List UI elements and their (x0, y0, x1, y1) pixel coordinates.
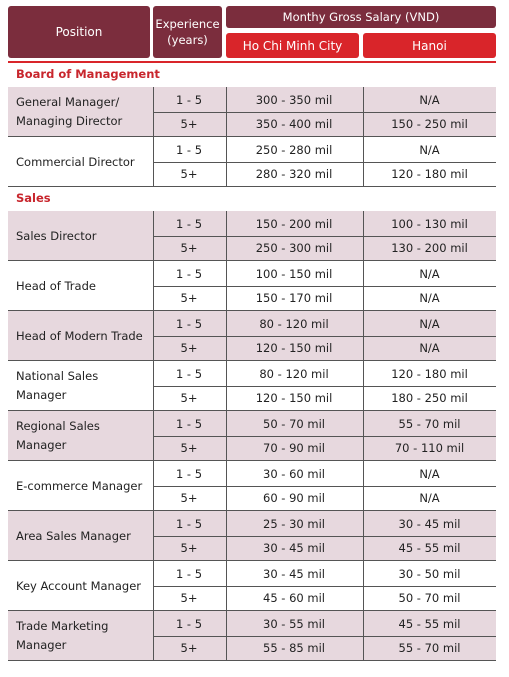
hanoi-salary-cell: N/A (419, 142, 440, 157)
hcm-salary-cell: 25 - 30 mil (263, 516, 325, 531)
hanoi-salary-cell: 45 - 55 mil (398, 541, 461, 555)
position-name: Head of Modern Trade (16, 328, 143, 343)
hanoi-salary-cell: N/A (419, 316, 440, 331)
hcm-salary-cell: 30 - 45 mil (263, 566, 325, 581)
hcm-salary-cell: 120 - 150 mil (255, 341, 333, 355)
hcm-salary-cell: 150 - 170 mil (255, 291, 333, 305)
header-position-label: Position (55, 25, 103, 39)
hcm-salary-cell: 80 - 120 mil (259, 366, 329, 381)
experience-cell: 5+ (180, 291, 198, 305)
experience-cell: 5+ (180, 491, 198, 505)
hcm-salary-cell: 120 - 150 mil (255, 391, 333, 405)
header-hanoi (363, 33, 496, 58)
hcm-salary-cell: 250 - 300 mil (255, 241, 333, 255)
position-name: Area Sales Manager (16, 528, 131, 543)
position-group (8, 211, 496, 261)
header-hcm-label: Ho Chi Minh City (242, 38, 343, 53)
section-title: Sales (16, 191, 51, 205)
position-group (8, 511, 496, 561)
position-name: Head of Trade (16, 278, 96, 293)
hcm-salary-cell: 45 - 60 mil (263, 591, 325, 605)
hanoi-salary-cell: 55 - 70 mil (398, 416, 461, 431)
hanoi-salary-cell: N/A (419, 92, 440, 107)
hanoi-salary-cell: 180 - 250 mil (391, 391, 468, 405)
hanoi-salary-cell: 150 - 250 mil (391, 117, 468, 131)
position-name: Regional Sales Manager (16, 419, 100, 452)
experience-cell: 1 - 5 (175, 416, 203, 431)
header-experience-line2: (years) (167, 33, 208, 47)
hcm-salary-cell: 280 - 320 mil (255, 167, 333, 181)
group-separator (8, 186, 496, 187)
position-group (8, 561, 496, 611)
hanoi-salary-cell: 70 - 110 mil (394, 441, 465, 455)
header-salary (226, 6, 496, 28)
hanoi-salary-cell: 120 - 180 mil (391, 167, 468, 181)
section-title: Board of Management (16, 67, 160, 81)
experience-cell: 1 - 5 (175, 616, 203, 631)
header-position (8, 6, 150, 58)
hanoi-salary-cell: 55 - 70 mil (398, 641, 461, 655)
salary-table-body (0, 63, 509, 663)
position-name: E-commerce Manager (16, 478, 143, 493)
position-name: Sales Director (16, 228, 97, 243)
hcm-salary-cell: 50 - 70 mil (263, 416, 325, 431)
position-group (8, 461, 496, 511)
hcm-salary-cell: 250 - 280 mil (255, 142, 333, 157)
position-group (8, 361, 496, 411)
hcm-salary-cell: 30 - 55 mil (263, 616, 325, 631)
hcm-salary-cell: 55 - 85 mil (263, 641, 325, 655)
hcm-salary-cell: 30 - 45 mil (263, 541, 325, 555)
experience-cell: 5+ (180, 541, 198, 555)
experience-cell: 1 - 5 (175, 566, 203, 581)
experience-cell: 1 - 5 (175, 216, 203, 231)
position-name: Commercial Director (16, 154, 135, 169)
experience-cell: 1 - 5 (175, 92, 203, 107)
experience-cell: 5+ (180, 591, 198, 605)
header-experience (153, 6, 222, 58)
position-group (8, 611, 496, 661)
position-name: Trade Marketing Manager (16, 619, 109, 652)
hanoi-salary-cell: N/A (419, 266, 440, 281)
header-hanoi-label: Hanoi (412, 38, 447, 53)
experience-cell: 1 - 5 (175, 516, 203, 531)
position-group (8, 311, 496, 361)
hanoi-salary-cell: N/A (419, 466, 440, 481)
experience-cell: 1 - 5 (175, 316, 203, 331)
hanoi-salary-cell: N/A (419, 291, 440, 305)
hcm-salary-cell: 300 - 350 mil (255, 92, 333, 107)
position-name: Key Account Manager (16, 578, 142, 593)
hcm-salary-cell: 350 - 400 mil (255, 117, 333, 131)
experience-cell: 5+ (180, 391, 198, 405)
hanoi-salary-cell: N/A (419, 491, 440, 505)
header-experience-line1: Experience (155, 17, 220, 31)
hcm-salary-cell: 30 - 60 mil (263, 466, 325, 481)
hcm-salary-cell: 100 - 150 mil (255, 266, 333, 281)
hanoi-salary-cell: N/A (419, 341, 440, 355)
hanoi-salary-cell: 30 - 45 mil (398, 516, 461, 531)
header-salary-label: Monthy Gross Salary (VND) (282, 10, 440, 24)
position-name: National Sales Manager (16, 369, 99, 402)
experience-cell: 5+ (180, 641, 198, 655)
experience-cell: 5+ (180, 341, 198, 355)
experience-cell: 1 - 5 (175, 466, 203, 481)
position-group (8, 87, 496, 137)
hanoi-salary-cell: 130 - 200 mil (391, 241, 468, 255)
position-group (8, 411, 496, 461)
experience-cell: 1 - 5 (175, 142, 203, 157)
hcm-salary-cell: 80 - 120 mil (259, 316, 329, 331)
hcm-salary-cell: 150 - 200 mil (255, 216, 333, 231)
experience-cell: 5+ (180, 441, 198, 455)
position-group (8, 261, 496, 311)
hanoi-salary-cell: 30 - 50 mil (398, 566, 461, 581)
group-separator (8, 660, 496, 661)
hanoi-salary-cell: 50 - 70 mil (398, 591, 461, 605)
experience-cell: 5+ (180, 167, 198, 181)
position-group (8, 137, 496, 187)
experience-cell: 5+ (180, 117, 198, 131)
experience-cell: 5+ (180, 241, 198, 255)
experience-cell: 1 - 5 (175, 366, 203, 381)
hanoi-salary-cell: 45 - 55 mil (398, 616, 461, 631)
hanoi-salary-cell: 100 - 130 mil (391, 216, 468, 231)
position-name: General Manager/ Managing Director (16, 95, 123, 128)
experience-cell: 1 - 5 (175, 266, 203, 281)
hcm-salary-cell: 60 - 90 mil (263, 491, 325, 505)
hanoi-salary-cell: 120 - 180 mil (391, 366, 468, 381)
header-hcm (226, 33, 359, 58)
hcm-salary-cell: 70 - 90 mil (263, 441, 325, 455)
